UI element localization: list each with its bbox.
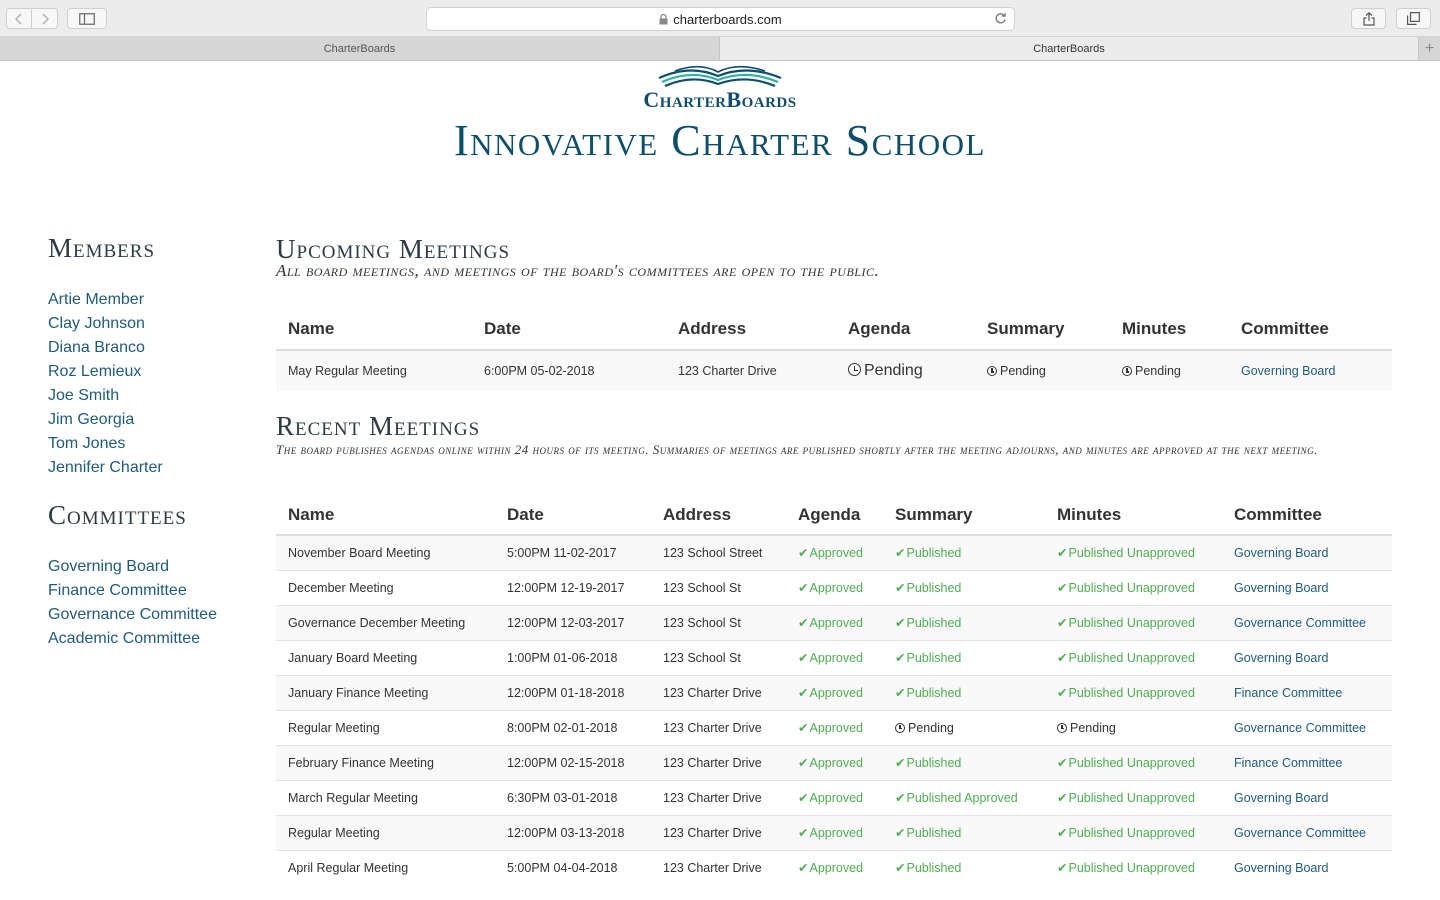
committee-link[interactable]: Governing Board xyxy=(1234,545,1329,560)
cell-minutes xyxy=(1045,605,1222,640)
tab-charterboards-2[interactable]: CharterBoards xyxy=(719,37,1418,60)
status-text: Published Unapproved xyxy=(1068,616,1195,630)
cell-agenda xyxy=(786,815,883,850)
cell-agenda xyxy=(786,710,883,745)
committee-link[interactable]: Governing Board xyxy=(1234,650,1329,665)
new-tab-button[interactable]: + xyxy=(1418,37,1440,60)
cell-committee xyxy=(1222,745,1392,780)
status-label[interactable] xyxy=(798,756,863,770)
check-icon: ✔ xyxy=(798,756,809,770)
status-text: Published Unapproved xyxy=(1068,686,1195,700)
status-text: Published Unapproved xyxy=(1068,651,1195,665)
status-label[interactable] xyxy=(895,686,961,700)
committee-link[interactable]: Finance Committee xyxy=(48,582,187,599)
status-text: Pending xyxy=(908,720,954,735)
cell-committee xyxy=(1229,350,1392,391)
status-label[interactable] xyxy=(895,791,1018,805)
cell-date: 5:00PM 11-02-2017 xyxy=(495,535,651,570)
lock-icon xyxy=(659,14,668,25)
upcoming-meetings-section xyxy=(276,235,1392,281)
status-label[interactable] xyxy=(1057,826,1195,840)
cell-summary xyxy=(883,605,1045,640)
cell-address: 123 School Street xyxy=(651,535,786,570)
table-row xyxy=(276,850,1392,885)
status-text: Published Unapproved xyxy=(1068,861,1195,876)
status-text: Approved xyxy=(809,756,863,770)
status-text: Published xyxy=(906,546,962,561)
cell-summary xyxy=(883,780,1045,815)
committee-link[interactable]: Academic Committee xyxy=(48,630,201,647)
cell-date: 12:00PM 02-15-2018 xyxy=(495,745,651,780)
column-header: Minutes xyxy=(1045,495,1222,535)
check-icon: ✔ xyxy=(798,826,809,840)
status-label[interactable] xyxy=(1057,686,1195,700)
chevron-left-icon xyxy=(15,13,23,25)
cell-summary xyxy=(883,535,1045,570)
cell-summary xyxy=(883,640,1045,675)
committee-link[interactable]: Governing Board xyxy=(1234,580,1329,595)
table-row xyxy=(276,640,1392,675)
check-icon: ✔ xyxy=(1057,861,1068,876)
cell-committee xyxy=(1222,675,1392,710)
cell-name: Regular Meeting xyxy=(276,710,495,745)
status-text: Approved xyxy=(809,861,863,876)
cell-address: 123 Charter Drive xyxy=(666,350,836,391)
status-label[interactable] xyxy=(1057,616,1195,630)
table-row xyxy=(276,710,1392,745)
member-link[interactable]: Jennifer Charter xyxy=(48,459,163,476)
check-icon: ✔ xyxy=(798,721,809,735)
status-text: Published Approved xyxy=(906,791,1018,805)
book-logo-icon xyxy=(655,62,785,90)
cell-agenda xyxy=(836,350,975,391)
cell-minutes xyxy=(1045,570,1222,605)
upcoming-meetings-table-wrap xyxy=(276,308,1392,391)
check-icon: ✔ xyxy=(895,861,906,876)
cell-agenda xyxy=(786,675,883,710)
cell-summary xyxy=(883,745,1045,780)
cell-agenda xyxy=(786,605,883,640)
check-icon: ✔ xyxy=(895,546,906,561)
status-text: Approved xyxy=(809,581,863,595)
cell-minutes xyxy=(1045,780,1222,815)
check-icon: ✔ xyxy=(1057,826,1068,840)
status-label[interactable] xyxy=(798,721,863,735)
committee-link[interactable]: Finance Committee xyxy=(1234,755,1343,770)
check-icon: ✔ xyxy=(1057,581,1068,595)
column-header: Name xyxy=(276,495,495,535)
status-label[interactable] xyxy=(895,861,961,875)
url-text: charterboards.com xyxy=(673,11,782,27)
recent-meetings-table-wrap xyxy=(276,495,1392,885)
cell-committee xyxy=(1222,535,1392,570)
status-text: Approved xyxy=(809,826,863,840)
status-label[interactable] xyxy=(895,546,961,560)
status-label[interactable] xyxy=(798,581,863,595)
table-row xyxy=(276,535,1392,570)
table-row xyxy=(276,675,1392,710)
table-row xyxy=(276,815,1392,850)
check-icon: ✔ xyxy=(1057,791,1068,805)
cell-agenda xyxy=(786,745,883,780)
status-label[interactable] xyxy=(798,861,863,875)
cell-date: 12:00PM 03-13-2018 xyxy=(495,815,651,850)
cell-name: Governance December Meeting xyxy=(276,605,495,640)
member-link[interactable]: Tom Jones xyxy=(48,435,126,452)
cell-summary xyxy=(883,850,1045,885)
status-label[interactable] xyxy=(798,686,863,700)
cell-committee xyxy=(1222,605,1392,640)
committee-link[interactable]: Governing Board xyxy=(1234,790,1329,805)
status-text: Published xyxy=(906,616,962,630)
status-text: Published xyxy=(906,651,962,665)
cell-address: 123 School St xyxy=(651,640,786,675)
status-text: Approved xyxy=(809,616,863,630)
cell-summary xyxy=(883,815,1045,850)
share-button[interactable] xyxy=(1351,8,1386,29)
cell-agenda xyxy=(786,570,883,605)
committees-list xyxy=(48,555,217,651)
status-text: Pending xyxy=(864,362,923,379)
check-icon: ✔ xyxy=(798,686,809,700)
reload-icon[interactable] xyxy=(994,12,1007,25)
recent-meetings-title: Recent Meetings xyxy=(276,411,481,441)
cell-address: 123 Charter Drive xyxy=(651,815,786,850)
cell-committee xyxy=(1222,815,1392,850)
tabs-overview-icon xyxy=(1407,12,1420,25)
table-row xyxy=(276,605,1392,640)
committee-link[interactable]: Governance Committee xyxy=(1234,720,1367,735)
tab-charterboards-1[interactable]: CharterBoards xyxy=(323,42,396,55)
cell-committee xyxy=(1222,850,1392,885)
status-label[interactable] xyxy=(798,651,863,665)
tab-bar xyxy=(0,37,1440,61)
column-header: Agenda xyxy=(786,495,883,535)
recent-meetings-table xyxy=(276,495,1392,885)
show-tabs-button[interactable] xyxy=(1396,8,1431,29)
column-header: Minutes xyxy=(1110,308,1229,350)
cell-date: 6:00PM 05-02-2018 xyxy=(472,350,666,391)
committee-link[interactable]: Governance Committee xyxy=(1234,615,1367,630)
address-bar[interactable] xyxy=(426,7,1015,31)
cell-name: January Finance Meeting xyxy=(276,675,495,710)
recent-meetings-subtitle: The board publishes agendas online within 24 hours of its meeting. Summaries of meetings are published shortly after the meeting adjourns, and minutes are approved at the next meeting. xyxy=(276,442,1318,457)
cell-name: December Meeting xyxy=(276,570,495,605)
check-icon: ✔ xyxy=(895,826,906,840)
cell-name: Regular Meeting xyxy=(276,815,495,850)
member-link[interactable]: Joe Smith xyxy=(48,387,120,404)
status-text: Published xyxy=(906,686,962,700)
status-text: Published Unapproved xyxy=(1068,546,1195,561)
cell-date: 1:00PM 01-06-2018 xyxy=(495,640,651,675)
status-label[interactable] xyxy=(798,616,863,630)
table-row xyxy=(276,780,1392,815)
cell-summary xyxy=(975,350,1110,391)
check-icon: ✔ xyxy=(895,686,906,700)
committee-link[interactable]: Governance Committee xyxy=(48,606,217,623)
member-link[interactable]: Diana Branco xyxy=(48,339,145,356)
clock-icon xyxy=(848,363,861,376)
cell-agenda xyxy=(786,640,883,675)
column-header: Date xyxy=(472,308,666,350)
check-icon: ✔ xyxy=(798,861,809,876)
column-header: Address xyxy=(651,495,786,535)
cell-minutes xyxy=(1045,710,1222,745)
status-text: Pending xyxy=(1070,720,1116,735)
check-icon: ✔ xyxy=(1057,546,1068,561)
forward-button[interactable] xyxy=(32,8,58,29)
cell-minutes xyxy=(1045,675,1222,710)
column-header: Summary xyxy=(975,308,1110,350)
status-text: Approved xyxy=(809,546,863,561)
cell-address: 123 School St xyxy=(651,605,786,640)
check-icon: ✔ xyxy=(1057,651,1068,665)
status-text: Pending xyxy=(1135,364,1181,378)
table-row xyxy=(276,350,1392,391)
column-header: Summary xyxy=(883,495,1045,535)
committee-link[interactable]: Governing Board xyxy=(1241,364,1336,378)
table-row xyxy=(276,745,1392,780)
members-list xyxy=(48,288,163,480)
check-icon: ✔ xyxy=(895,651,906,665)
status-text: Published Unapproved xyxy=(1068,826,1195,840)
status-label[interactable] xyxy=(798,791,863,805)
check-icon: ✔ xyxy=(798,651,809,665)
cell-date: 6:30PM 03-01-2018 xyxy=(495,780,651,815)
status-label[interactable] xyxy=(1057,791,1195,805)
status-label[interactable] xyxy=(1057,546,1195,560)
cell-name: November Board Meeting xyxy=(276,535,495,570)
cell-minutes xyxy=(1045,535,1222,570)
cell-address: 123 Charter Drive xyxy=(651,780,786,815)
status-label[interactable] xyxy=(895,581,961,595)
committee-link[interactable]: Governing Board xyxy=(1234,860,1329,875)
cell-minutes xyxy=(1110,350,1229,391)
status-label[interactable] xyxy=(798,826,863,840)
status-text: Published Unapproved xyxy=(1068,581,1195,595)
column-header: Date xyxy=(495,495,651,535)
clock-icon xyxy=(895,723,905,733)
cell-address: 123 Charter Drive xyxy=(651,850,786,885)
cell-summary xyxy=(883,710,1045,745)
status-label[interactable] xyxy=(1057,581,1195,595)
status-label[interactable] xyxy=(895,651,961,665)
check-icon: ✔ xyxy=(1057,756,1068,770)
cell-address: 123 School St xyxy=(651,570,786,605)
clock-icon xyxy=(987,366,997,376)
cell-agenda xyxy=(786,535,883,570)
check-icon: ✔ xyxy=(798,791,809,805)
page-title: Innovative Charter School xyxy=(454,116,986,165)
column-header: Address xyxy=(666,308,836,350)
cell-minutes xyxy=(1045,850,1222,885)
check-icon: ✔ xyxy=(895,791,906,805)
committee-link[interactable]: Governing Board xyxy=(48,558,169,575)
committee-link[interactable]: Governance Committee xyxy=(1234,825,1367,840)
cell-date: 8:00PM 02-01-2018 xyxy=(495,710,651,745)
check-icon: ✔ xyxy=(1057,616,1068,630)
cell-date: 5:00PM 04-04-2018 xyxy=(495,850,651,885)
cell-committee xyxy=(1222,710,1392,745)
cell-address: 123 Charter Drive xyxy=(651,675,786,710)
member-link[interactable]: Jim Georgia xyxy=(48,411,135,428)
cell-address: 123 Charter Drive xyxy=(651,745,786,780)
check-icon: ✔ xyxy=(895,581,906,595)
status-text: Approved xyxy=(809,791,863,805)
member-link[interactable]: Clay Johnson xyxy=(48,315,145,332)
committees-heading: Committees xyxy=(48,500,187,530)
status-label[interactable] xyxy=(798,546,863,560)
status-label[interactable] xyxy=(1057,651,1195,665)
cell-name: January Board Meeting xyxy=(276,640,495,675)
member-link[interactable]: Artie Member xyxy=(48,291,145,308)
status-text: Published Unapproved xyxy=(1068,756,1195,770)
charterboards-logo[interactable] xyxy=(620,62,820,112)
column-header: Name xyxy=(276,308,472,350)
cell-name: March Regular Meeting xyxy=(276,780,495,815)
status-label[interactable] xyxy=(1057,861,1195,875)
cell-minutes xyxy=(1045,815,1222,850)
status-text: Published xyxy=(906,581,962,595)
column-header: Committee xyxy=(1229,308,1392,350)
cell-date: 12:00PM 12-19-2017 xyxy=(495,570,651,605)
status-text: Approved xyxy=(809,721,863,735)
cell-date: 12:00PM 01-18-2018 xyxy=(495,675,651,710)
sidebar-icon xyxy=(79,13,95,25)
upcoming-meetings-table xyxy=(276,308,1392,391)
committee-link[interactable]: Finance Committee xyxy=(1234,685,1343,700)
status-text: Approved xyxy=(809,651,863,665)
sidebar-toggle-button[interactable] xyxy=(67,8,107,29)
chevron-right-icon xyxy=(41,13,49,25)
status-text: Published xyxy=(906,861,962,876)
status-label[interactable] xyxy=(1057,756,1195,770)
clock-icon xyxy=(1057,723,1067,733)
recent-meetings-section xyxy=(276,412,1392,457)
upcoming-meetings-title: Upcoming Meetings xyxy=(276,234,511,264)
cell-committee xyxy=(1222,640,1392,675)
cell-summary xyxy=(883,675,1045,710)
cell-minutes xyxy=(1045,745,1222,780)
check-icon: ✔ xyxy=(798,616,809,630)
cell-committee xyxy=(1222,570,1392,605)
cell-agenda xyxy=(786,850,883,885)
share-icon xyxy=(1363,12,1375,26)
status-text: Published Unapproved xyxy=(1068,791,1195,805)
cell-date: 12:00PM 12-03-2017 xyxy=(495,605,651,640)
status-text: Approved xyxy=(809,686,863,700)
cell-name: May Regular Meeting xyxy=(276,350,472,391)
table-row xyxy=(276,570,1392,605)
column-header: Agenda xyxy=(836,308,975,350)
status-label[interactable] xyxy=(895,826,961,840)
cell-agenda xyxy=(786,780,883,815)
check-icon: ✔ xyxy=(798,581,809,595)
cell-minutes xyxy=(1045,640,1222,675)
column-header: Committee xyxy=(1222,495,1392,535)
check-icon: ✔ xyxy=(1057,686,1068,700)
status-text: Published xyxy=(906,756,962,770)
logo-wordmark: CharterBoards xyxy=(643,87,797,112)
status-label[interactable] xyxy=(895,756,961,770)
members-heading: Members xyxy=(48,233,156,263)
upcoming-meetings-subtitle: All board meetings, and meetings of the board's committees are open to the public. xyxy=(276,261,880,280)
cell-name: February Finance Meeting xyxy=(276,745,495,780)
clock-icon xyxy=(1122,366,1132,376)
status-text: Published xyxy=(906,826,962,840)
status-label[interactable] xyxy=(895,616,961,630)
browser-toolbar xyxy=(0,0,1440,37)
member-link[interactable]: Roz Lemieux xyxy=(48,363,142,380)
check-icon: ✔ xyxy=(798,546,809,561)
status-text: Pending xyxy=(1000,364,1046,378)
cell-summary xyxy=(883,570,1045,605)
check-icon: ✔ xyxy=(895,616,906,630)
cell-name: April Regular Meeting xyxy=(276,850,495,885)
check-icon: ✔ xyxy=(895,756,906,770)
back-button[interactable] xyxy=(6,8,32,29)
cell-address: 123 Charter Drive xyxy=(651,710,786,745)
cell-committee xyxy=(1222,780,1392,815)
